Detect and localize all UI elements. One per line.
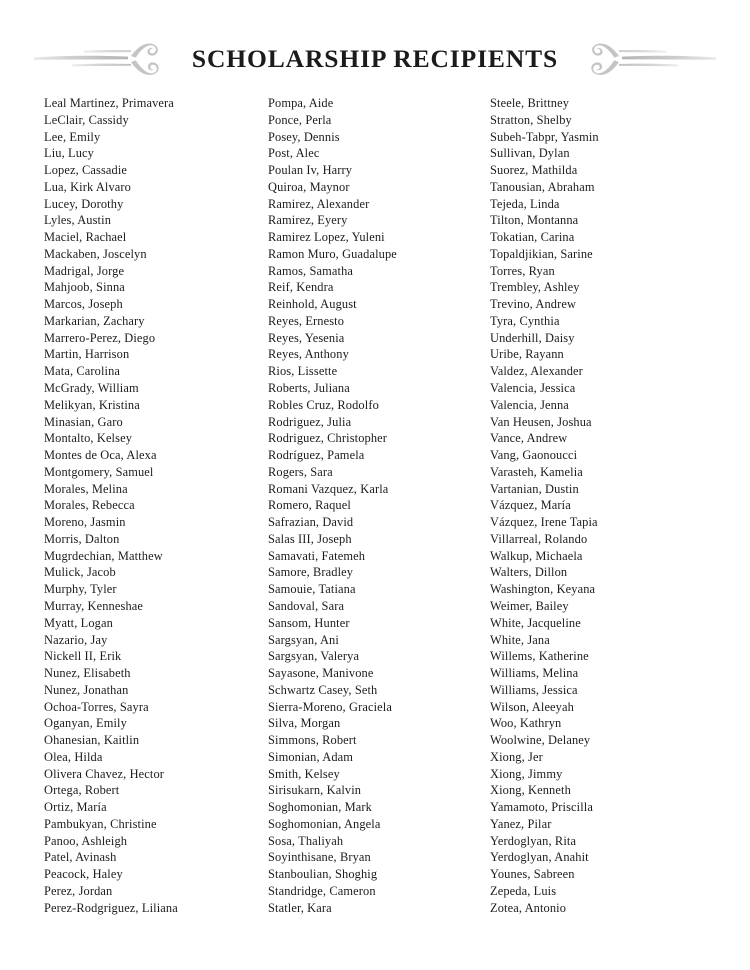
recipient-column-1 [0,95,224,917]
recipient-name: Trevino, Andrew [490,297,577,312]
recipient-name: Romero, Raquel [268,498,351,513]
recipient-name: Madrigal, Jorge [44,263,125,278]
recipient-name: Melikyan, Kristina [44,397,140,412]
recipient-name: Tanousian, Abraham [490,179,595,194]
recipient-name: Ortiz, María [44,800,107,815]
recipient-name: Tilton, Montanna [490,213,579,228]
recipient-name: Morales, Rebecca [44,498,135,513]
recipient-name: Sayasone, Manivone [268,666,374,681]
recipient-name: Sargsyan, Ani [268,632,339,647]
recipient-name: Mata, Carolina [44,364,121,379]
recipient-name: Sullivan, Dylan [490,146,570,161]
recipient-name: Robles Cruz, Rodolfo [268,397,379,412]
recipient-name: Ohanesian, Kaitlin [44,733,140,748]
recipient-name: Mugrdechian, Matthew [44,548,163,563]
recipient-name: Yamamoto, Priscilla [490,800,593,815]
recipient-name: Patel, Avinash [44,850,117,865]
recipient-name: Reyes, Ernesto [268,313,345,328]
recipient-name: Lua, Kirk Alvaro [44,179,131,194]
recipient-name: Lee, Emily [44,129,101,144]
recipient-name: Varasteh, Kamelia [490,464,583,479]
recipient-name: Weimer, Bailey [490,598,569,613]
recipient-name: Vance, Andrew [490,431,568,446]
recipient-name: Underhill, Daisy [490,330,575,345]
recipient-name: Liu, Lucy [44,146,94,161]
recipient-name: Tejeda, Linda [490,196,560,211]
recipient-name: Minasian, Garo [44,414,123,429]
recipient-name: White, Jana [490,632,550,647]
recipient-name: Montalto, Kelsey [44,431,133,446]
recipient-name: Stratton, Shelby [490,112,572,127]
recipient-name: Ramirez, Alexander [268,196,370,211]
recipient-name: Perez, Jordan [44,883,113,898]
recipient-name: Steele, Brittney [490,96,570,110]
recipient-name: Mulick, Jacob [44,565,116,580]
recipient-name: Poulan Iv, Harry [268,163,353,178]
recipient-name: Morris, Dalton [44,531,120,546]
recipient-name: Murray, Kenneshae [44,598,144,613]
recipient-name: Xiong, Jer [490,749,543,764]
recipient-name: Tyra, Cynthia [490,313,560,328]
recipient-name: Murphy, Tyler [44,582,117,597]
recipient-name: Moreno, Jasmin [44,515,126,530]
recipient-name: Soyinthisane, Bryan [268,850,371,865]
recipient-name: Ponce, Perla [268,112,332,127]
recipient-name: Samouie, Tatiana [268,582,356,597]
recipient-name: Woo, Kathryn [490,716,562,731]
recipient-name: Soghomonian, Angela [268,816,381,831]
recipient-name: White, Jacqueline [490,615,581,630]
recipient-name: Williams, Melina [490,666,579,681]
recipient-name: Maciel, Rachael [44,230,127,245]
recipient-name: Sansom, Hunter [268,615,350,630]
recipient-name: Standridge, Cameron [268,883,376,898]
recipient-name: Statler, Kara [268,900,332,915]
recipient-name: Vázquez, María [490,498,571,513]
recipient-name: Oganyan, Emily [44,716,127,731]
recipient-name: Pompa, Aide [268,96,334,110]
recipient-name: Xiong, Kenneth [490,783,571,798]
left-flourish-ornament [32,36,182,82]
recipient-name: Lucey, Dorothy [44,196,124,211]
recipient-name: Sandoval, Sara [268,598,345,613]
recipient-name: Vázquez, Irene Tapia [490,515,598,530]
recipient-name: Silva, Morgan [268,716,341,731]
recipient-name: Sirisukarn, Kalvin [268,783,362,798]
page-header [0,28,750,90]
recipient-name: Reif, Kendra [268,280,334,295]
recipients-columns [0,95,750,917]
recipient-name: Washington, Keyana [490,582,596,597]
recipient-name: Smith, Kelsey [268,766,340,781]
recipient-name: Montgomery, Samuel [44,464,154,479]
recipient-name: Samavati, Fatemeh [268,548,366,563]
recipient-name: Villarreal, Rolando [490,531,588,546]
recipient-name: Ramon Muro, Guadalupe [268,246,397,261]
recipient-name: Sargsyan, Valerya [268,649,360,664]
recipient-name: Walters, Dillon [490,565,568,580]
recipient-name: Safrazian, David [268,515,354,530]
recipient-name: Schwartz Casey, Seth [268,682,378,697]
recipient-name: Morales, Melina [44,481,128,496]
recipient-name: Willems, Katherine [490,649,589,664]
recipient-name: Reinhold, August [268,297,357,312]
recipient-name: Mahjoob, Sinna [44,280,125,295]
recipient-name: Woolwine, Delaney [490,733,591,748]
recipient-name: Wilson, Aleeyah [490,699,574,714]
recipient-name: Yerdoglyan, Anahit [490,850,589,865]
recipient-name: Nunez, Jonathan [44,682,129,697]
recipient-name: Younes, Sabreen [490,867,575,882]
recipient-name: Ramos, Samatha [268,263,354,278]
recipient-name: Martin, Harrison [44,347,130,362]
recipient-name: Posey, Dennis [268,129,340,144]
recipient-name: Salas III, Joseph [268,531,352,546]
recipient-name: Subeh-Tabpr, Yasmin [490,129,599,144]
recipient-name: Soghomonian, Mark [268,800,372,815]
recipient-name: Rogers, Sara [268,464,333,479]
recipient-name: Xiong, Jimmy [490,766,563,781]
recipient-name: Mackaben, Joscelyn [44,246,147,261]
recipient-name: Perez-Rodgriguez, Liliana [44,900,178,915]
recipient-name: Valencia, Jessica [490,381,576,396]
recipient-name: Reyes, Anthony [268,347,349,362]
recipient-name: Nickell II, Erik [44,649,122,664]
recipient-name: Quiroa, Maynor [268,179,350,194]
recipient-column-3 [446,95,706,917]
recipient-name: Vang, Gaonoucci [490,448,578,463]
recipient-name: Yerdoglyan, Rita [490,833,577,848]
recipient-name: Zepeda, Luis [490,883,557,898]
recipient-name: Olivera Chavez, Hector [44,766,165,781]
recipient-name: Suorez, Mathilda [490,163,578,178]
recipient-name: Rodríguez, Pamela [268,448,365,463]
recipient-name: Roberts, Juliana [268,381,350,396]
recipient-name: Leal Martinez, Primavera [44,96,174,110]
recipient-name: Marrero-Perez, Diego [44,330,156,345]
recipient-name: Topaldjikian, Sarine [490,246,593,261]
recipient-name: Valdez, Alexander [490,364,583,379]
recipient-name: Ortega, Robert [44,783,120,798]
recipient-name: Vartanian, Dustin [490,481,579,496]
recipient-name: Nunez, Elisabeth [44,666,131,681]
recipient-name: Van Heusen, Joshua [490,414,592,429]
recipient-name: Ochoa-Torres, Sayra [44,699,149,714]
recipient-name: Simmons, Robert [268,733,357,748]
recipient-name: Peacock, Haley [44,867,123,882]
recipient-name: Post, Alec [268,146,320,161]
recipient-name: Panoo, Ashleigh [44,833,128,848]
recipient-name: Simonian, Adam [268,749,354,764]
recipient-name: Lyles, Austin [44,213,112,228]
recipient-name: Myatt, Logan [44,615,113,630]
recipient-name: Valencia, Jenna [490,397,569,412]
recipient-name: Markarian, Zachary [44,313,145,328]
recipient-name: Torres, Ryan [490,263,555,278]
recipient-name: Sierra-Moreno, Graciela [268,699,392,714]
recipient-name: Ramirez, Eyery [268,213,348,228]
recipient-name: Walkup, Michaela [490,548,583,563]
recipient-name: Reyes, Yesenia [268,330,345,345]
recipient-name: Romani Vazquez, Karla [268,481,389,496]
page-title: SCHOLARSHIP RECIPIENTS [191,44,559,74]
recipient-name: LeClair, Cassidy [44,112,129,127]
recipient-name: Pambukyan, Christine [44,816,157,831]
recipient-name: Rios, Lissette [268,364,338,379]
recipient-name: Zotea, Antonio [490,900,567,915]
recipient-name: Marcos, Joseph [44,297,123,312]
recipient-name: Williams, Jessica [490,682,578,697]
recipient-name: Rodriguez, Julia [268,414,352,429]
recipient-name: Ramirez Lopez, Yuleni [268,230,385,245]
right-flourish-ornament [568,36,718,82]
recipient-name: Lopez, Cassadie [44,163,128,178]
recipient-name: Montes de Oca, Alexa [44,448,157,463]
recipient-name: Samore, Bradley [268,565,354,580]
recipient-name: Uribe, Rayann [490,347,564,362]
recipient-name: Sosa, Thaliyah [268,833,344,848]
recipient-name: Nazario, Jay [44,632,108,647]
recipient-name: Trembley, Ashley [490,280,580,295]
recipient-name: Stanboulian, Shoghig [268,867,378,882]
recipient-name: Yanez, Pilar [490,816,552,831]
recipient-name: Olea, Hilda [44,749,103,764]
recipient-column-2 [224,95,446,917]
recipient-name: McGrady, William [44,381,139,396]
recipient-name: Tokatian, Carina [490,230,575,245]
recipient-name: Rodriguez, Christopher [268,431,388,446]
